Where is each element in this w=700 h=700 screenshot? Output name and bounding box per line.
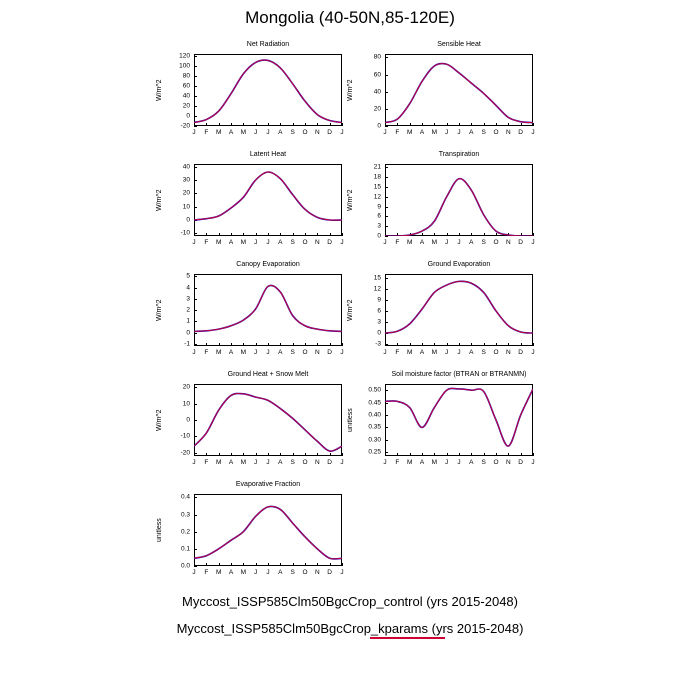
- y-tick-label: 40: [373, 88, 381, 96]
- chart-title: Transpiration: [438, 151, 480, 158]
- x-tick-label: M: [431, 239, 438, 246]
- chart-panel: [345, 42, 543, 144]
- x-tick-label: M: [431, 459, 438, 466]
- x-tick-label: F: [395, 129, 400, 136]
- chart-title: Sensible Heat: [437, 41, 481, 48]
- x-tick-label: J: [254, 129, 258, 136]
- x-tick-label: J: [445, 459, 449, 466]
- x-tick-label: S: [481, 459, 486, 466]
- y-axis-label: W/m^2: [156, 189, 163, 211]
- x-tick-label: D: [518, 239, 523, 246]
- x-tick-label: A: [278, 129, 283, 136]
- x-tick-label: N: [314, 569, 320, 576]
- x-tick-label: O: [302, 239, 308, 246]
- page-title: Mongolia (40-50N,85-120E): [245, 8, 455, 27]
- x-tick-label: J: [383, 459, 387, 466]
- x-tick-label: M: [240, 349, 247, 356]
- x-tick-label: J: [266, 129, 270, 136]
- x-tick-label: O: [302, 129, 308, 136]
- x-tick-label: J: [192, 459, 196, 466]
- x-tick-label: M: [431, 129, 438, 136]
- x-tick-label: J: [192, 349, 196, 356]
- x-tick-label: F: [395, 349, 400, 356]
- x-tick-label: J: [266, 569, 270, 576]
- y-tick-label: -1: [184, 340, 190, 348]
- x-tick-label: M: [240, 129, 247, 136]
- y-tick-label: -20: [180, 449, 190, 457]
- x-tick-label: A: [278, 459, 283, 466]
- x-tick-label: J: [457, 239, 461, 246]
- y-tick-mark: [385, 126, 388, 127]
- y-tick-label: 1: [186, 317, 190, 325]
- chart-panel: [345, 152, 543, 254]
- x-tick-mark: [533, 343, 534, 346]
- x-tick-label: N: [314, 239, 320, 246]
- x-tick-label: F: [204, 569, 209, 576]
- x-tick-label: J: [340, 569, 344, 576]
- x-tick-mark: [342, 233, 343, 236]
- series-lines: [194, 384, 342, 456]
- chart-title: Latent Heat: [249, 151, 287, 158]
- y-tick-label: 0: [186, 216, 190, 224]
- y-tick-label: -10: [180, 432, 190, 440]
- x-tick-label: S: [290, 569, 295, 576]
- y-tick-label: 4: [186, 284, 190, 291]
- x-tick-label: J: [457, 459, 461, 466]
- x-tick-label: A: [228, 239, 234, 246]
- x-tick-mark: [533, 233, 534, 236]
- y-tick-label: 0.50: [368, 386, 381, 394]
- x-tick-label: J: [457, 349, 461, 356]
- y-tick-label: 5: [186, 272, 190, 280]
- x-tick-label: J: [192, 129, 196, 136]
- y-tick-label: 3: [377, 318, 381, 326]
- x-tick-label: M: [240, 569, 247, 576]
- x-tick-label: J: [445, 129, 449, 136]
- series-line: [385, 64, 533, 123]
- x-tick-label: O: [302, 459, 308, 466]
- x-tick-label: M: [406, 349, 413, 356]
- series-line: [385, 388, 533, 446]
- series-line: [385, 179, 533, 236]
- series-lines: [385, 54, 533, 126]
- chart-title: Evaporative Fraction: [235, 481, 301, 488]
- y-tick-label: 0.40: [368, 411, 381, 419]
- x-tick-label: J: [254, 239, 258, 246]
- x-tick-label: F: [395, 239, 400, 246]
- x-tick-label: M: [215, 459, 222, 466]
- y-tick-label: -3: [375, 340, 381, 348]
- y-tick-label: 0.30: [368, 436, 381, 444]
- x-tick-label: A: [469, 239, 474, 246]
- x-tick-label: A: [469, 459, 474, 466]
- x-tick-label: M: [215, 129, 222, 136]
- y-tick-label: 6: [377, 307, 381, 315]
- x-tick-label: J: [254, 349, 258, 356]
- x-tick-label: N: [505, 459, 511, 466]
- x-tick-label: O: [493, 349, 499, 356]
- x-tick-label: M: [406, 239, 413, 246]
- y-axis-label: W/m^2: [156, 79, 163, 101]
- y-tick-label: 120: [179, 52, 190, 60]
- x-tick-label: J: [340, 129, 344, 136]
- y-tick-label: 20: [182, 189, 190, 197]
- x-tick-label: J: [531, 129, 535, 136]
- chart-title: Canopy Evaporation: [236, 261, 300, 268]
- y-tick-label: 20: [182, 102, 190, 110]
- y-tick-label: -10: [180, 229, 190, 237]
- x-tick-label: M: [215, 349, 222, 356]
- x-tick-label: D: [518, 459, 523, 466]
- chart-panel: [154, 262, 352, 364]
- y-tick-label: 3: [186, 295, 190, 303]
- y-tick-label: 0.1: [180, 545, 190, 553]
- x-tick-label: A: [419, 129, 425, 136]
- series-line: [385, 179, 533, 236]
- y-tick-label: 20: [182, 383, 190, 391]
- series-line: [194, 172, 342, 220]
- x-tick-label: F: [395, 459, 400, 466]
- series-lines: [194, 54, 342, 126]
- chart-panel: [154, 42, 352, 144]
- x-tick-label: S: [290, 349, 295, 356]
- y-tick-label: 15: [373, 183, 381, 191]
- x-tick-label: A: [278, 349, 283, 356]
- x-tick-mark: [342, 123, 343, 126]
- x-tick-label: S: [290, 129, 295, 136]
- x-tick-label: S: [290, 239, 295, 246]
- series-line: [385, 388, 533, 446]
- x-tick-label: J: [383, 239, 387, 246]
- x-tick-label: F: [204, 129, 209, 136]
- y-tick-label: 60: [182, 82, 190, 90]
- y-tick-label: 12: [373, 285, 381, 293]
- x-tick-label: N: [505, 349, 511, 356]
- series-line: [194, 60, 342, 122]
- chart-panel: [154, 482, 352, 584]
- x-tick-label: M: [406, 129, 413, 136]
- x-tick-label: A: [228, 129, 234, 136]
- x-tick-label: J: [531, 349, 535, 356]
- legend-underline: [370, 637, 445, 639]
- x-tick-label: J: [531, 459, 535, 466]
- y-tick-label: 60: [373, 71, 381, 79]
- x-tick-label: M: [406, 459, 413, 466]
- x-tick-label: N: [505, 129, 511, 136]
- x-tick-label: D: [518, 349, 523, 356]
- y-tick-label: 0.35: [368, 423, 381, 431]
- series-lines: [194, 494, 342, 566]
- y-tick-label: 0.0: [180, 562, 190, 570]
- y-tick-label: 0: [186, 329, 190, 336]
- series-lines: [194, 164, 342, 236]
- y-axis-label: W/m^2: [156, 409, 163, 431]
- x-tick-label: M: [240, 239, 247, 246]
- x-tick-label: O: [493, 129, 499, 136]
- x-tick-label: N: [314, 349, 320, 356]
- chart-panel: [345, 262, 543, 364]
- y-tick-label: 80: [373, 53, 381, 61]
- x-tick-label: S: [481, 129, 486, 136]
- y-tick-label: 0.3: [180, 511, 190, 519]
- x-tick-label: J: [340, 239, 344, 246]
- x-tick-label: J: [254, 459, 258, 466]
- series-line: [194, 393, 342, 451]
- y-axis-label: W/m^2: [347, 189, 354, 211]
- y-tick-label: 30: [182, 176, 190, 184]
- x-tick-mark: [533, 123, 534, 126]
- x-tick-label: J: [340, 459, 344, 466]
- x-tick-label: J: [383, 129, 387, 136]
- chart-panel: [345, 372, 543, 474]
- y-axis-label: W/m^2: [347, 79, 354, 101]
- y-tick-mark: [194, 566, 197, 567]
- x-tick-label: F: [204, 349, 209, 356]
- x-tick-label: A: [469, 349, 474, 356]
- x-tick-label: A: [278, 239, 283, 246]
- y-axis-label: W/m^2: [156, 299, 163, 321]
- x-tick-label: N: [505, 239, 511, 246]
- x-tick-label: J: [340, 349, 344, 356]
- series-lines: [385, 384, 533, 456]
- x-tick-label: A: [228, 569, 234, 576]
- y-tick-label: 3: [377, 222, 381, 230]
- x-tick-label: S: [290, 459, 295, 466]
- x-tick-label: J: [266, 239, 270, 246]
- y-tick-label: 6: [377, 212, 381, 220]
- chart-title: Ground Heat + Snow Melt: [227, 371, 309, 378]
- y-tick-label: 18: [373, 173, 381, 181]
- x-tick-label: A: [419, 239, 425, 246]
- series-lines: [194, 274, 342, 346]
- series-line: [385, 281, 533, 333]
- x-tick-label: A: [278, 569, 283, 576]
- chart-panel: [154, 372, 352, 474]
- y-tick-label: 21: [373, 163, 381, 171]
- y-tick-label: -20: [180, 122, 190, 130]
- x-tick-label: S: [481, 239, 486, 246]
- y-tick-label: 0: [186, 112, 190, 120]
- x-tick-label: M: [215, 239, 222, 246]
- y-tick-mark: [385, 236, 388, 237]
- y-tick-label: 0: [377, 122, 381, 130]
- x-tick-label: D: [518, 129, 523, 136]
- series-line: [194, 172, 342, 220]
- y-tick-label: 0.25: [368, 448, 381, 456]
- y-tick-label: 40: [182, 92, 190, 100]
- x-tick-label: J: [254, 569, 258, 576]
- x-tick-label: M: [215, 569, 222, 576]
- chart-title: Ground Evaporation: [427, 261, 491, 268]
- x-tick-label: F: [204, 459, 209, 466]
- x-tick-label: J: [457, 129, 461, 136]
- y-tick-label: 0.2: [180, 528, 190, 536]
- x-tick-label: A: [228, 459, 234, 466]
- y-axis-label: unitless: [156, 518, 163, 542]
- y-tick-label: 20: [373, 105, 381, 113]
- y-tick-label: 2: [186, 306, 190, 314]
- y-tick-label: 10: [182, 203, 190, 211]
- x-tick-label: A: [419, 349, 425, 356]
- y-axis-label: W/m^2: [347, 299, 354, 321]
- y-tick-label: 0: [377, 232, 381, 240]
- x-tick-label: A: [419, 459, 425, 466]
- y-tick-label: 0.4: [180, 493, 190, 501]
- x-tick-label: J: [445, 239, 449, 246]
- x-tick-label: D: [327, 129, 332, 136]
- series-lines: [385, 274, 533, 346]
- y-tick-label: 0.45: [368, 399, 381, 407]
- chart-title: Soil moisture factor (BTRAN or BTRANMN): [391, 371, 527, 378]
- y-tick-mark: [194, 126, 197, 127]
- chart-panel: [154, 152, 352, 254]
- x-tick-label: D: [327, 459, 332, 466]
- x-tick-label: D: [327, 239, 332, 246]
- x-tick-mark: [342, 563, 343, 566]
- y-tick-label: 80: [182, 72, 190, 80]
- x-tick-label: J: [383, 349, 387, 356]
- y-tick-label: 0: [186, 416, 190, 424]
- y-tick-label: 9: [377, 203, 381, 211]
- x-tick-label: D: [327, 349, 332, 356]
- x-tick-label: O: [493, 239, 499, 246]
- x-tick-label: M: [431, 349, 438, 356]
- x-tick-mark: [342, 343, 343, 346]
- x-tick-label: J: [192, 569, 196, 576]
- x-tick-label: M: [240, 459, 247, 466]
- x-tick-label: J: [192, 239, 196, 246]
- series-line: [194, 285, 342, 331]
- y-tick-label: 40: [182, 163, 190, 171]
- x-tick-label: S: [481, 349, 486, 356]
- x-tick-mark: [342, 453, 343, 456]
- y-tick-label: 0: [377, 329, 381, 337]
- legend-line-kparams: Myccost_ISSP585Clm50BgcCrop_kparams (yrs 2015-2048): [176, 621, 524, 636]
- x-tick-mark: [533, 453, 534, 456]
- x-tick-label: A: [469, 129, 474, 136]
- y-tick-label: 15: [373, 274, 381, 282]
- x-tick-label: J: [531, 239, 535, 246]
- x-tick-label: O: [493, 459, 499, 466]
- chart-title: Net Radiation: [246, 41, 290, 48]
- x-tick-label: J: [445, 349, 449, 356]
- series-lines: [385, 164, 533, 236]
- x-tick-label: N: [314, 129, 320, 136]
- x-tick-label: O: [302, 569, 308, 576]
- x-tick-label: O: [302, 349, 308, 356]
- y-tick-label: 10: [182, 400, 190, 408]
- series-line: [194, 285, 342, 331]
- y-tick-label: 9: [377, 296, 381, 304]
- legend-line-control: Myccost_ISSP585Clm50BgcCrop_control (yrs 2015-2048): [182, 594, 518, 609]
- y-tick-label: 12: [373, 193, 381, 201]
- x-tick-label: N: [314, 459, 320, 466]
- y-axis-label: unitless: [347, 408, 354, 432]
- x-tick-label: J: [266, 349, 270, 356]
- x-tick-label: D: [327, 569, 332, 576]
- x-tick-label: F: [204, 239, 209, 246]
- x-tick-label: J: [266, 459, 270, 466]
- y-tick-label: 100: [179, 62, 190, 70]
- x-tick-label: A: [228, 349, 234, 356]
